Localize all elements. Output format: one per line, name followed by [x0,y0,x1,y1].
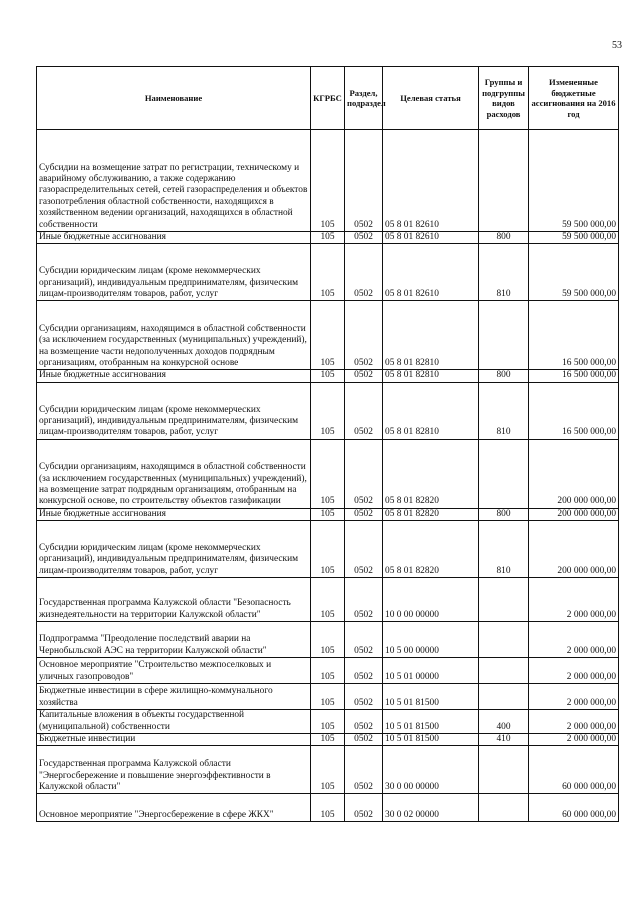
table-row [37,734,619,746]
page-number: 53 [612,40,622,51]
row-razdel: 0502 [345,622,383,658]
row-name: Капитальные вложения в объекты государственной (муниципальной) собственности [37,710,311,734]
table-row [37,508,619,520]
row-vid [479,301,529,370]
row-amount: 2 000 000,00 [529,578,619,622]
header-razdel: Раздел, подраздел [345,67,383,130]
row-tselevaya: 30 0 02 00000 [383,794,479,822]
header-tselevaya: Целевая статья [383,67,479,130]
row-name: Бюджетные инвестиции в сфере жилищно-коммунального хозяйства [37,684,311,710]
row-name: Государственная программа Калужской области "Энергосбережение и повышение энергоэффективности в Калужской области" [37,746,311,794]
row-kgrbs: 105 [311,794,345,822]
table-row [37,232,619,244]
row-kgrbs: 105 [311,382,345,439]
row-razdel: 0502 [345,382,383,439]
table-row [37,244,619,301]
row-razdel: 0502 [345,244,383,301]
row-tselevaya: 05 8 01 82610 [383,244,479,301]
row-kgrbs: 105 [311,439,345,508]
row-kgrbs: 105 [311,370,345,382]
row-name: Иные бюджетные ассигнования [37,508,311,520]
row-kgrbs: 105 [311,622,345,658]
row-name: Основное мероприятие "Энергосбережение в сфере ЖКХ" [37,794,311,822]
row-tselevaya: 05 8 01 82610 [383,130,479,232]
row-kgrbs: 105 [311,508,345,520]
row-razdel: 0502 [345,130,383,232]
row-vid [479,794,529,822]
row-amount: 59 500 000,00 [529,130,619,232]
row-name: Государственная программа Калужской области "Безопасность жизнедеятельности на территории Калужской области" [37,578,311,622]
row-amount: 59 500 000,00 [529,244,619,301]
row-tselevaya: 05 8 01 82810 [383,301,479,370]
row-vid: 410 [479,734,529,746]
row-vid: 800 [479,508,529,520]
row-name: Субсидии юридическим лицам (кроме некоммерческих организаций), индивидуальным предпринимателям, физическим лицам-производителям товаров, работ, услуг [37,521,311,578]
row-name: Основное мероприятие "Строительство межпоселковых и уличных газопроводов" [37,658,311,684]
row-kgrbs: 105 [311,710,345,734]
row-vid: 800 [479,370,529,382]
row-amount: 200 000 000,00 [529,508,619,520]
row-kgrbs: 105 [311,244,345,301]
row-vid [479,746,529,794]
row-name: Субсидии юридическим лицам (кроме некоммерческих организаций), индивидуальным предпринимателям, физическим лицам-производителям товаров, работ, услуг [37,244,311,301]
row-kgrbs: 105 [311,232,345,244]
row-kgrbs: 105 [311,521,345,578]
row-vid [479,622,529,658]
row-name: Подпрограмма "Преодоление последствий аварии на Чернобыльской АЭС на территории Калужской области" [37,622,311,658]
row-razdel: 0502 [345,301,383,370]
row-kgrbs: 105 [311,734,345,746]
table-row [37,301,619,370]
row-name: Иные бюджетные ассигнования [37,370,311,382]
row-amount: 60 000 000,00 [529,794,619,822]
row-tselevaya: 10 5 01 81500 [383,684,479,710]
row-tselevaya: 10 5 01 81500 [383,734,479,746]
row-vid: 810 [479,244,529,301]
row-kgrbs: 105 [311,578,345,622]
row-tselevaya: 05 8 01 82820 [383,521,479,578]
row-razdel: 0502 [345,734,383,746]
row-tselevaya: 30 0 00 00000 [383,746,479,794]
row-razdel: 0502 [345,684,383,710]
table-row [37,684,619,710]
header-gruppy: Группы и подгруппы видов расходов [479,67,529,130]
row-razdel: 0502 [345,439,383,508]
row-amount: 16 500 000,00 [529,382,619,439]
budget-table [36,66,619,822]
row-amount: 60 000 000,00 [529,746,619,794]
table-row [37,521,619,578]
table-header-row [37,67,619,130]
table-row [37,130,619,232]
row-razdel: 0502 [345,578,383,622]
row-vid: 800 [479,232,529,244]
row-tselevaya: 10 5 01 81500 [383,710,479,734]
row-amount: 2 000 000,00 [529,684,619,710]
row-amount: 2 000 000,00 [529,622,619,658]
table-row [37,746,619,794]
table-row [37,370,619,382]
table-row [37,710,619,734]
header-assign: Измененные бюджетные ассигнования на 2016 год [529,67,619,130]
table-row [37,382,619,439]
table-row [37,794,619,822]
row-amount: 16 500 000,00 [529,370,619,382]
row-vid: 810 [479,382,529,439]
row-razdel: 0502 [345,746,383,794]
row-razdel: 0502 [345,370,383,382]
row-kgrbs: 105 [311,301,345,370]
row-razdel: 0502 [345,508,383,520]
row-vid [479,684,529,710]
row-tselevaya: 05 8 01 82810 [383,382,479,439]
table-row [37,658,619,684]
table-row [37,439,619,508]
row-name: Субсидии на возмещение затрат по регистрации, техническому и аварийному обслуживанию, а также содержанию газораспределительных сетей, сетей газораспределения и объектов газопотребления областной собственности, находящихся в хозяйственном ведении организаций, находящихся в областной собственности [37,130,311,232]
row-kgrbs: 105 [311,130,345,232]
row-tselevaya: 05 8 01 82820 [383,439,479,508]
row-name: Субсидии юридическим лицам (кроме некоммерческих организаций), индивидуальным предпринимателям, физическим лицам-производителям товаров, работ, услуг [37,382,311,439]
header-name: Наименование [37,67,311,130]
row-vid [479,130,529,232]
table-body [37,130,619,822]
table-row [37,622,619,658]
row-amount: 2 000 000,00 [529,734,619,746]
row-razdel: 0502 [345,232,383,244]
row-amount: 59 500 000,00 [529,232,619,244]
row-razdel: 0502 [345,658,383,684]
row-vid: 810 [479,521,529,578]
row-vid [479,578,529,622]
row-tselevaya: 05 8 01 82820 [383,508,479,520]
row-tselevaya: 05 8 01 82610 [383,232,479,244]
row-amount: 2 000 000,00 [529,658,619,684]
row-name: Иные бюджетные ассигнования [37,232,311,244]
row-tselevaya: 10 0 00 00000 [383,578,479,622]
row-amount: 200 000 000,00 [529,439,619,508]
row-name: Бюджетные инвестиции [37,734,311,746]
row-amount: 2 000 000,00 [529,710,619,734]
table-row [37,578,619,622]
row-tselevaya: 10 5 00 00000 [383,622,479,658]
row-razdel: 0502 [345,710,383,734]
row-kgrbs: 105 [311,746,345,794]
row-name: Субсидии организациям, находящимся в областной собственности (за исключением государственных (муниципальных) учреждений), на возмещение затрат подрядным организациям, отобранным на конкурсной основе, по строительству объектов газификации [37,439,311,508]
row-razdel: 0502 [345,794,383,822]
row-vid: 400 [479,710,529,734]
row-tselevaya: 10 5 01 00000 [383,658,479,684]
header-kgrbs: КГРБС [311,67,345,130]
row-amount: 200 000 000,00 [529,521,619,578]
row-kgrbs: 105 [311,684,345,710]
row-vid [479,658,529,684]
row-vid [479,439,529,508]
row-kgrbs: 105 [311,658,345,684]
row-amount: 16 500 000,00 [529,301,619,370]
row-name: Субсидии организациям, находящимся в областной собственности (за исключением государственных (муниципальных) учреждений), на возмещение части недополученных доходов подрядным организациям, отобранным на конкурсной основе [37,301,311,370]
row-razdel: 0502 [345,521,383,578]
row-tselevaya: 05 8 01 82810 [383,370,479,382]
